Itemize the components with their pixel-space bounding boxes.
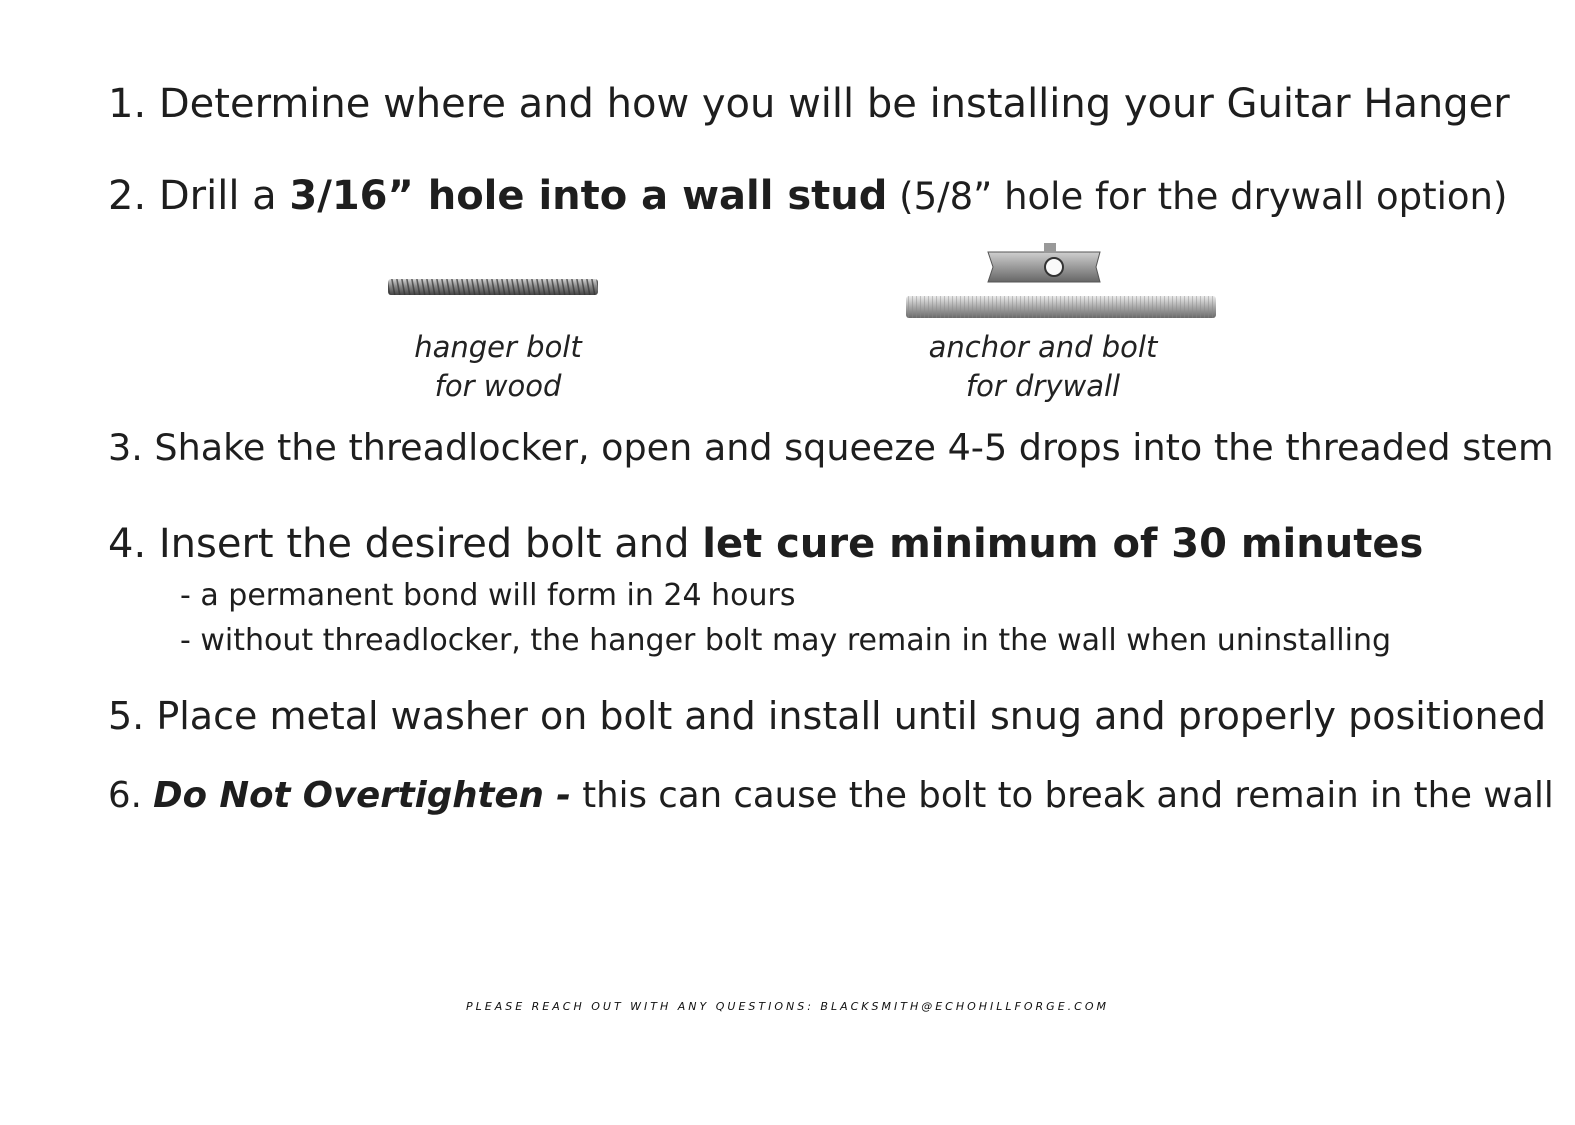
step-4-note-2: - without threadlocker, the hanger bolt may remain in the wall when uninstalling	[180, 623, 1392, 658]
anchor-bolt-caption-line-1: anchor and bolt	[928, 330, 1158, 364]
step-4-prefix: 4. Insert the desired bolt and	[108, 521, 703, 567]
step-2	[108, 173, 1508, 219]
step-4	[108, 521, 1424, 567]
step-2-prefix: 2. Drill a	[108, 173, 290, 219]
hanger-bolt-icon	[386, 274, 600, 302]
anchor-bolt-caption	[893, 328, 1193, 406]
step-6-suffix: this can cause the bolt to break and remain in the wall	[570, 775, 1554, 816]
anchor-bolt-icon	[904, 240, 1218, 324]
hanger-bolt-caption-line-2: for wood	[434, 369, 562, 403]
step-1	[108, 81, 1510, 127]
step-1-text: 1. Determine where and how you will be installing your Guitar Hanger	[108, 81, 1510, 127]
step-5	[108, 694, 1547, 738]
step-6-prefix: 6.	[108, 775, 154, 816]
step-4-emphasis: let cure minimum of 30 minutes	[702, 521, 1424, 567]
anchor-bolt-caption-line-2: for drywall	[965, 369, 1121, 403]
step-2-emphasis: 3/16” hole into a wall stud	[289, 173, 888, 219]
step-6	[108, 775, 1554, 816]
step-6-warning: Do Not Overtighten -	[153, 775, 571, 816]
contact-footer: PLEASE REACH OUT WITH ANY QUESTIONS: BLACKSMITH@ECHOHILLFORGE.COM	[466, 1000, 1109, 1013]
step-3	[108, 426, 1554, 469]
hanger-bolt-caption	[348, 328, 648, 406]
step-2-suffix: (5/8” hole for the drywall option)	[887, 175, 1508, 218]
step-5-text: 5. Place metal washer on bolt and install until snug and properly positioned	[108, 694, 1547, 738]
step-4-note-1: - a permanent bond will form in 24 hours	[180, 578, 796, 613]
hanger-bolt-caption-line-1: hanger bolt	[414, 330, 582, 364]
step-3-text: 3. Shake the threadlocker, open and squeeze 4-5 drops into the threaded stem	[108, 426, 1554, 469]
